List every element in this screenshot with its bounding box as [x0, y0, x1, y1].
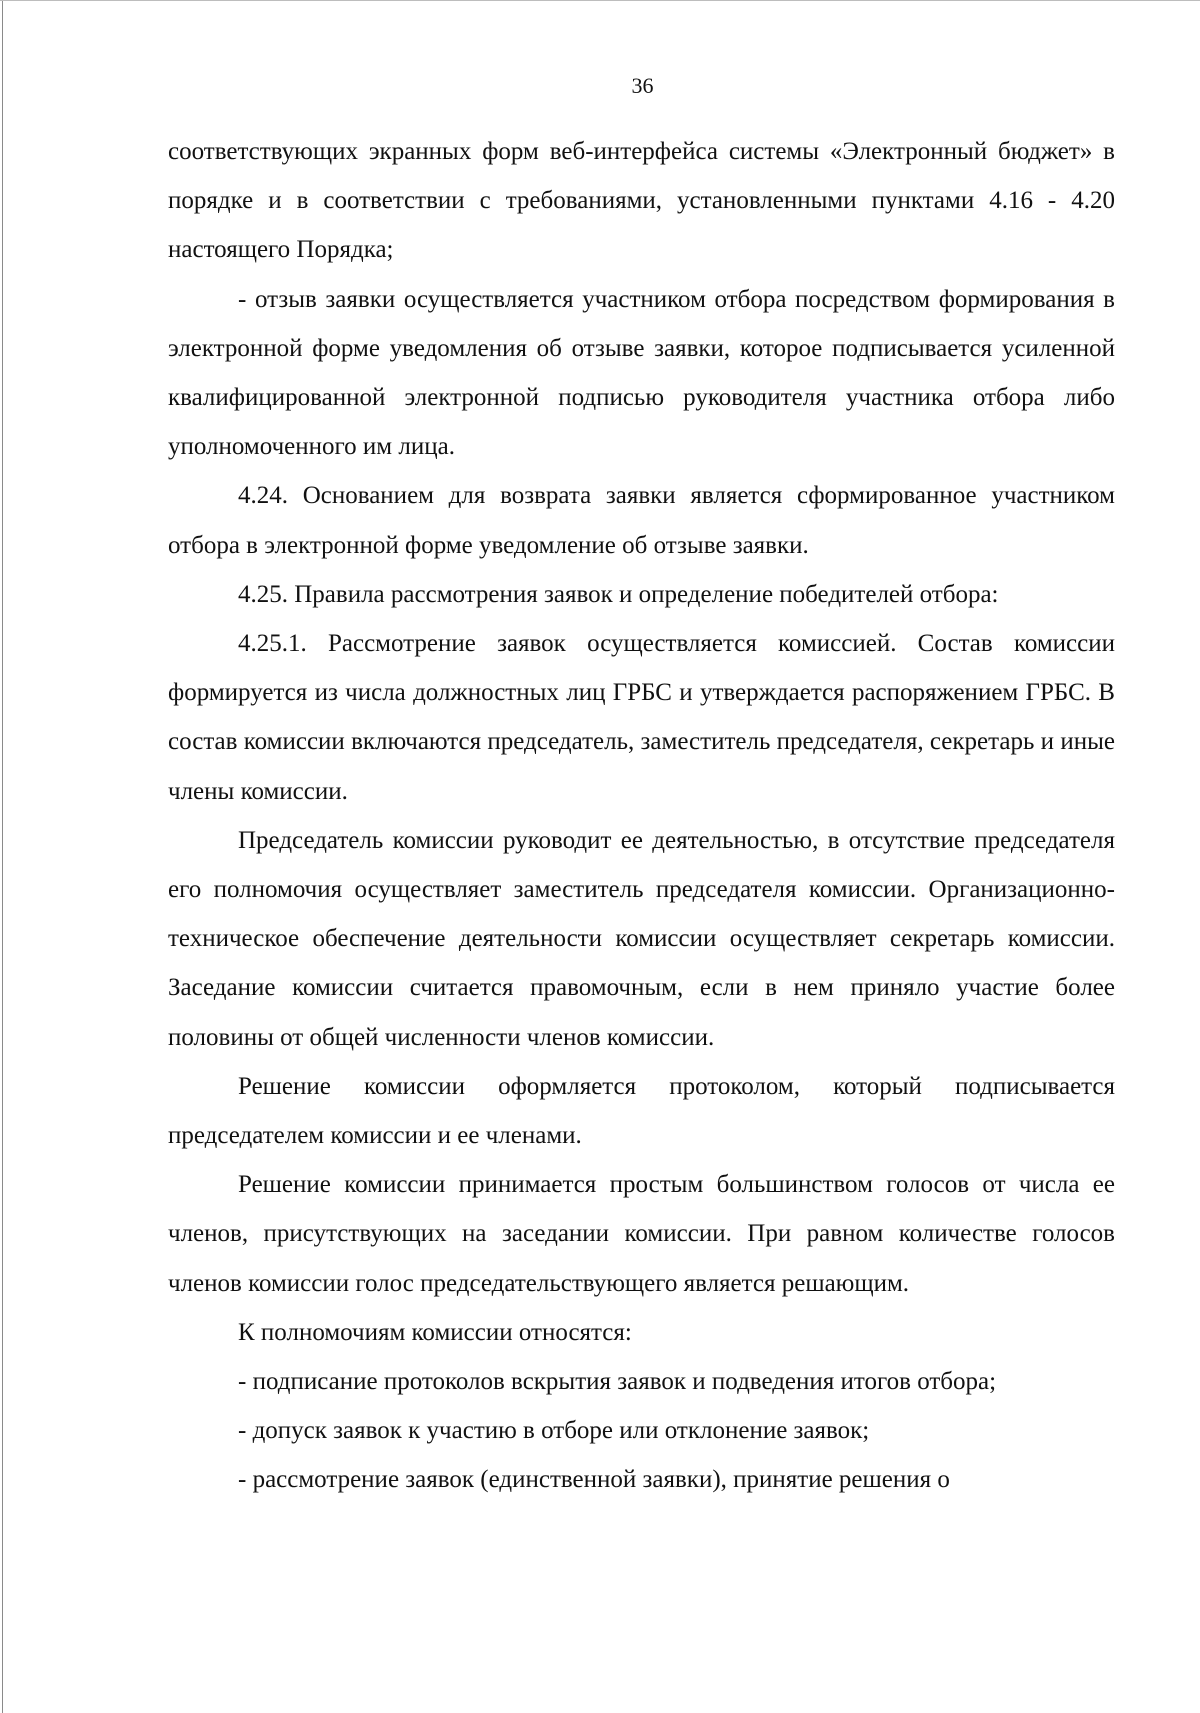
- paragraph: соответствующих экранных форм веб-интерфейса системы «Электронный бюджет» в порядке и в соответствии с требованиями, установленными пунктами 4.16 - 4.20 настоящего Порядка;: [168, 138, 1115, 264]
- paragraph: Председатель комиссии руководит ее деятельностью, в отсутствие председателя его полномочия осуществляет заместитель председателя комиссии. Организационно-техническое обеспечение деятельности комиссии осуществляет секретарь комиссии. Заседание комиссии считается правомочным, если в нем приняло участие более половины от общей численности членов комиссии.: [168, 826, 1115, 1051]
- paragraph: 4.24. Основанием для возврата заявки является сформированное участником отбора в электронной форме уведомление об отзыве заявки.: [168, 482, 1115, 559]
- paragraph: Решение комиссии принимается простым большинством голосов от числа ее членов, присутствующих на заседании комиссии. При равном количестве голосов членов комиссии голос председательствующего является решающим.: [168, 1171, 1115, 1297]
- scan-edge-top: [0, 0, 1200, 1]
- document-body: [168, 127, 1115, 1505]
- paragraph: - допуск заявок к участию в отборе или отклонение заявок;: [238, 1417, 870, 1445]
- paragraph: - подписание протоколов вскрытия заявок и подведения итогов отбора;: [238, 1368, 997, 1396]
- paragraph: 4.25. Правила рассмотрения заявок и определение победителей отбора:: [238, 580, 999, 608]
- paragraph: Решение комиссии оформляется протоколом, который подписывается председателем комиссии и ее членами.: [168, 1072, 1115, 1150]
- paragraph: 4.25.1. Рассмотрение заявок осуществляется комиссией. Состав комиссии формируется из числа должностных лиц ГРБС и утверждается распоряжением ГРБС. В состав комиссии включаются председатель, заместитель председателя, секретарь и иные члены комиссии.: [168, 630, 1115, 805]
- paragraph: - отзыв заявки осуществляется участником отбора посредством формирования в электронной форме уведомления об отзыве заявки, которое подписывается усиленной квалифицированной электронной подписью руководителя участника отбора либо уполномоченного им лица.: [168, 285, 1115, 461]
- scan-edge-left: [2, 0, 3, 1713]
- page-number: 36: [631, 73, 654, 98]
- paragraph: - рассмотрение заявок (единственной заявки), принятие решения о: [238, 1466, 950, 1494]
- paragraph: К полномочиям комиссии относятся:: [238, 1318, 632, 1346]
